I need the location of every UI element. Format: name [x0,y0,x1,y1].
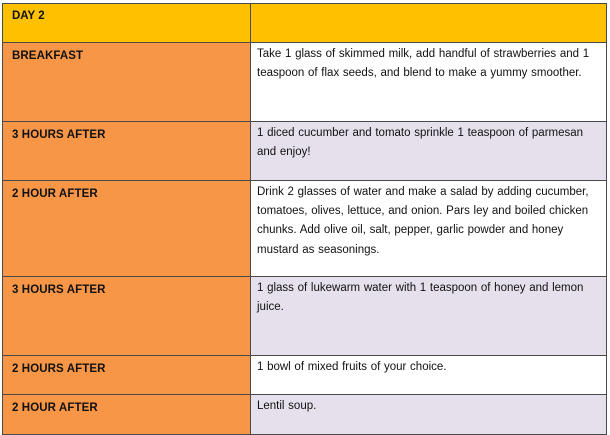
meal-description: 1 bowl of mixed fruits of your choice. [257,361,447,373]
meal-time-cell [3,395,251,435]
table-row [3,43,607,122]
meal-plan-table [2,3,607,435]
meal-time-label: 2 HOURS AFTER [12,363,106,375]
meal-description-cell [251,181,607,277]
meal-time-cell [3,181,251,277]
table-row [3,181,607,277]
table-row [3,277,607,356]
meal-time-cell [3,122,251,181]
header-description-cell [251,4,607,43]
meal-description-cell [251,395,607,435]
meal-time-label: 3 HOURS AFTER [12,284,106,296]
table-row [3,395,607,435]
meal-time-label: BREAKFAST [12,50,84,62]
meal-time-cell [3,356,251,395]
meal-description-cell [251,122,607,181]
meal-description-cell [251,277,607,356]
meal-description-cell [251,356,607,395]
day-title: DAY 2 [12,10,45,22]
meal-time-label: 3 HOURS AFTER [12,129,106,141]
day-header-cell [3,4,251,43]
meal-time-cell [3,43,251,122]
header-description [251,4,606,10]
meal-description: 1 diced cucumber and tomato sprinkle 1 teaspoon of parmesan and enjoy! [257,127,584,159]
meal-time-label: 2 HOUR AFTER [12,188,98,200]
meal-description: 1 glass of lukewarm water with 1 teaspoon of honey and lemon juice. [257,282,584,314]
table-row [3,122,607,181]
meal-description-cell [251,43,607,122]
meal-description: Drink 2 glasses of water and make a salad by adding cucumber, tomatoes, olives, lettuce, and onion. Pars ley and boiled chicken chunks. Add olive oil, salt, pepper, garlic powder and honey mustard as seasonings. [257,186,589,256]
table-row [3,356,607,395]
meal-time-label: 2 HOUR AFTER [12,402,98,414]
table-header-row [3,4,607,43]
meal-time-cell [3,277,251,356]
meal-description: Take 1 glass of skimmed milk, add handful of strawberries and 1 teaspoon of flax seeds, and blend to make a yummy smoother. [257,48,590,80]
meal-description: Lentil soup. [257,400,317,412]
